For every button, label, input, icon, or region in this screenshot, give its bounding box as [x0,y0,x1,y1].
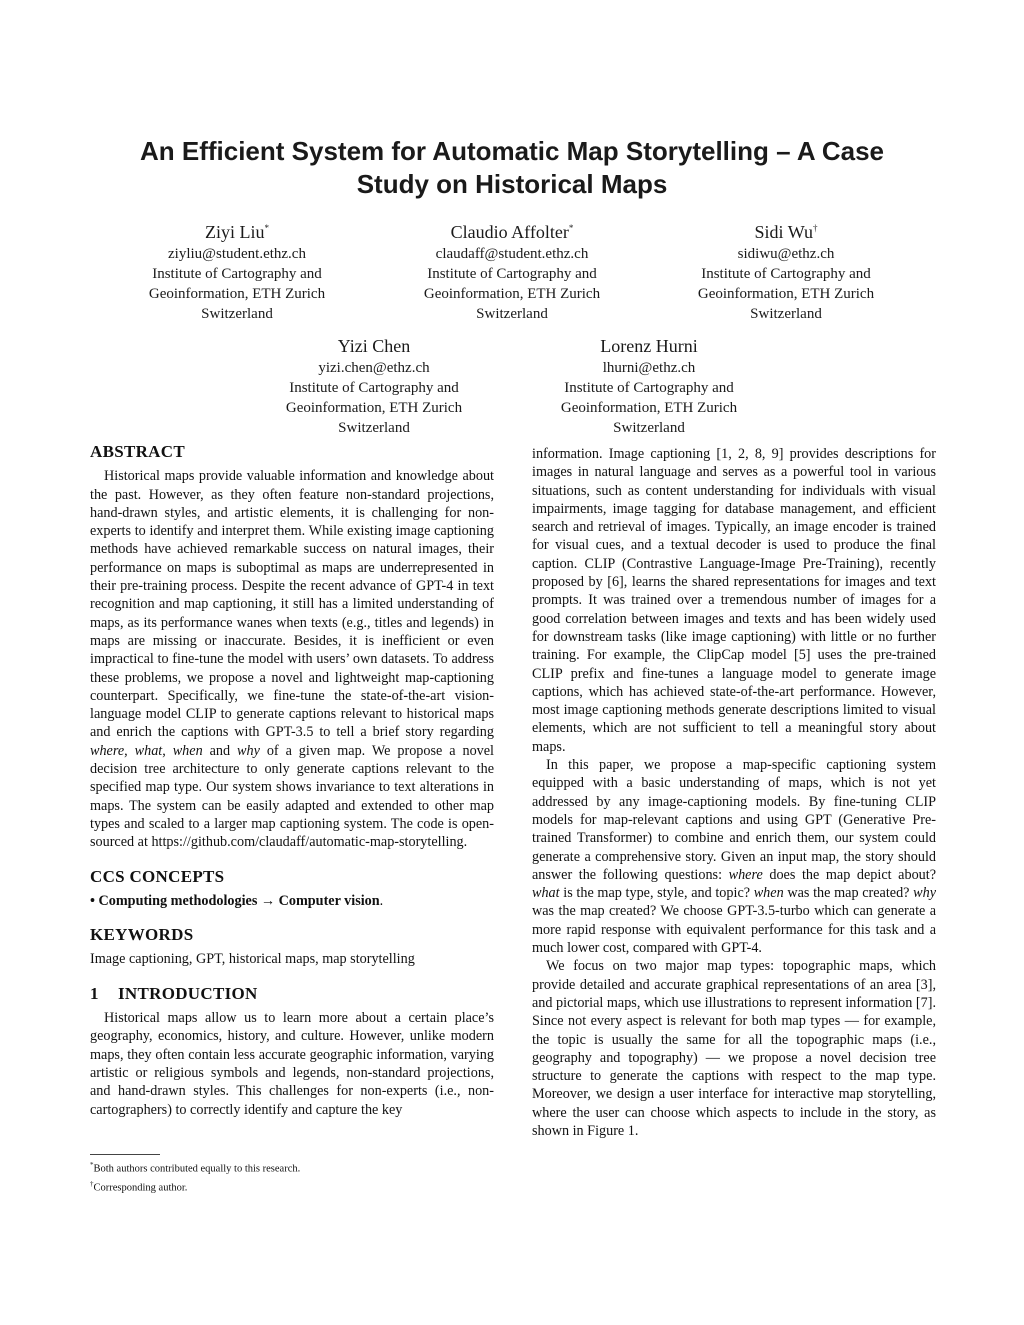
author-affiliation-2: Geoinformation, ETH Zurich [560,400,738,416]
author-name: Claudio Affolter [450,222,569,242]
keywords-heading: KEYWORDS [90,925,194,945]
author-affiliation-1: Institute of Cartography and [427,266,597,282]
author-block [254,334,494,438]
intro-text-part: is the map type, style, and topic? [559,885,754,902]
author-block [666,220,906,324]
author-country: Switzerland [750,306,822,322]
left-column [90,443,494,1119]
ccs-heading: CCS CONCEPTS [90,866,225,886]
author-country: Switzerland [338,420,410,436]
footnotes [90,1158,494,1195]
right-column [532,445,936,1140]
abstract-text [90,467,494,851]
abstract-em-where: where [90,742,125,759]
author-affiliation-1: Institute of Cartography and [152,266,322,282]
intro-heading [90,985,494,1003]
intro-paragraph-3: We focus on two major map types: topographic maps, which provide detailed and accurate graphical representations of an area [3], and pictorial maps, which use illustrations to represent information [7]. Since not every aspect is relevant for both map types — for example, the topic is usually the same for all the topographic maps (i.e., geography and topography) — we propose a novel decision tree structure to generate the captions with respect to the map type. Moreover, we design a user interface for interactive map storytelling, where the user can choose which aspects to include in the story, as shown in Figure 1. [532,958,936,1139]
author-name: Ziyi Liu [205,222,265,242]
author-affiliation-2: Geoinformation, ETH Zurich [148,286,326,302]
author-mark: * [264,223,269,233]
abstract-text-part: of a given map. We propose a novel decision tree architecture to only generate captions relevant to the specified map type. Our system shows invariance to text alterations in maps. The system can be easily adapted and extended to other map types and scaled to a larger map captioning system. The code is open-sourced at https://github.com/claudaff/automatic-map-storytelling. [90,742,494,851]
author-name: Sidi Wu [754,222,813,242]
intro-text-part: In this paper, we propose a map-specific captioning system equipped with a basic understanding of maps, which is not yet addressed by any image-captioning models. By fine-tuning CLIP models for map-relevant captions and using GPT (Generative Pre-trained Transformer) to combine and enrich them, our system could generate a comprehensive story. Given an input map, the story should answer the following questions: [532,757,936,883]
author-block [117,220,357,324]
abstract-sep: , [124,742,135,759]
footnote-text: Corresponding author. [93,1182,188,1193]
footnote [90,1158,494,1177]
footnote-text: Both authors contributed equally to this research. [93,1163,301,1175]
author-affiliation-1: Institute of Cartography and [701,266,871,282]
author-email: claudaff@student.ethz.ch [435,246,589,262]
section-title: INTRODUCTION [118,983,258,1003]
intro-paragraph-1-continued: information. Image captioning [1, 2, 8, 9] provides descriptions for images in natural language and serves as a powerful tool in various situations, such as content understanding for individuals with visual impairments, image tagging for database management, and efficient search and retrieval of images. Typically, an image encoder is trained for visual cues, and a textual decoder is used to produce the final caption. CLIP (Contrastive Language-Image Pre-Training), recently proposed by [6], learns the shared representations for images and text prompts. It was trained over a tremendous number of images for a good correlation between images and texts and has been widely used for downstream tasks (like image captioning) with little or no further training. For example, the ClipCap model [5] uses the pre-trained CLIP prefix and fine-tunes a language model to generate image captions, which has achieved state-of-the-art performance. However, most image captioning methods generate descriptions limited to visual elements, which are not sufficient to tell a meaningful story about maps. [532,446,936,755]
abstract-em-why: why [237,742,260,759]
abstract-em-when: when [172,742,203,759]
section-number: 1 [90,983,99,1003]
title-line-1: An Efficient System for Automatic Map Storytelling – A Case [139,136,885,166]
author-mark: * [568,223,574,233]
intro-paragraph-1: Historical maps allow us to learn more about a certain place’s geography, economics, history, and culture. However, unlike modern maps, they often contain less accurate geographic information, varying artistic or religious symbols and legends, non-standard projections, and hand-drawn styles. This challenges for non-experts (i.e., non-cartographers) to correctly identify and capture the key [90,1010,494,1118]
author-email: lhurni@ethz.ch [602,360,696,376]
author-block [529,334,769,438]
footnote-rule [90,1154,160,1155]
author-name: Lorenz Hurni [600,336,698,356]
title-line-2: Study on Historical Maps [356,169,668,199]
intro-paragraph-2 [532,756,936,957]
author-country: Switzerland [476,306,548,322]
author-affiliation-2: Geoinformation, ETH Zurich [697,286,875,302]
author-name: Yizi Chen [337,336,411,356]
abstract-em-what: what [134,742,163,759]
intro-em-when: when [753,885,784,902]
ccs-bullet: • [90,892,99,909]
keywords-text: Image captioning, GPT, historical maps, map storytelling [90,951,415,968]
footnote [90,1177,494,1196]
author-affiliation-2: Geoinformation, ETH Zurich [285,400,463,416]
ccs-concept: Computing methodologies → Computer vision [98,892,380,909]
intro-em-what: what [532,885,560,902]
footnote-mark: † [90,1179,94,1188]
author-country: Switzerland [201,306,273,322]
abstract-heading: ABSTRACT [90,442,185,461]
author-affiliation-2: Geoinformation, ETH Zurich [423,286,601,302]
intro-em-where: where [728,866,763,883]
author-block [392,220,632,324]
ccs-end: . [379,892,384,909]
ccs-text [90,892,494,910]
author-email: sidiwu@ethz.ch [737,246,835,262]
paper-title [90,135,934,201]
abstract-sep: , [162,742,173,759]
intro-em-why: why [913,885,936,902]
intro-text-part: does the map depict about? [762,866,936,883]
footnote-mark: * [90,1161,94,1169]
author-email: yizi.chen@ethz.ch [318,360,430,376]
intro-text-part: was the map created? We choose GPT-3.5-turbo which can generate a more rapid response with equivalent performance for this task and a much lower cost, compared with GPT-4. [532,903,936,957]
author-affiliation-1: Institute of Cartography and [564,380,734,396]
author-affiliation-1: Institute of Cartography and [289,380,459,396]
author-email: ziyliu@student.ethz.ch [168,246,306,262]
intro-text-part: was the map created? [783,885,914,902]
author-mark: † [812,223,818,233]
author-country: Switzerland [613,420,685,436]
abstract-text-part: Historical maps provide valuable information and knowledge about the past. However, as they often feature non-standard projections, hand-drawn styles, and artistic elements, it is challenging for non-experts to identify and interpret them. While existing image captioning methods have achieved remarkable success on natural images, their performance on maps is suboptimal as maps are underrepresented in their pre-training process. Despite the recent advance of GPT-4 in text recognition and map captioning, it still has a limited understanding of maps, as its performance wanes when texts (e.g., titles and legends) in maps are missing or inaccurate. Besides, it is inefficient or even impractical to fine-tune the model with users’ own datasets. To address these problems, we propose a novel and lightweight map-captioning counterpart. Specifically, we fine-tune the state-of-the-art vision-language model CLIP to generate captions relevant to historical maps and enrich the captions with GPT-3.5 to tell a brief story regarding [90,468,494,741]
abstract-sep: and [202,742,238,759]
